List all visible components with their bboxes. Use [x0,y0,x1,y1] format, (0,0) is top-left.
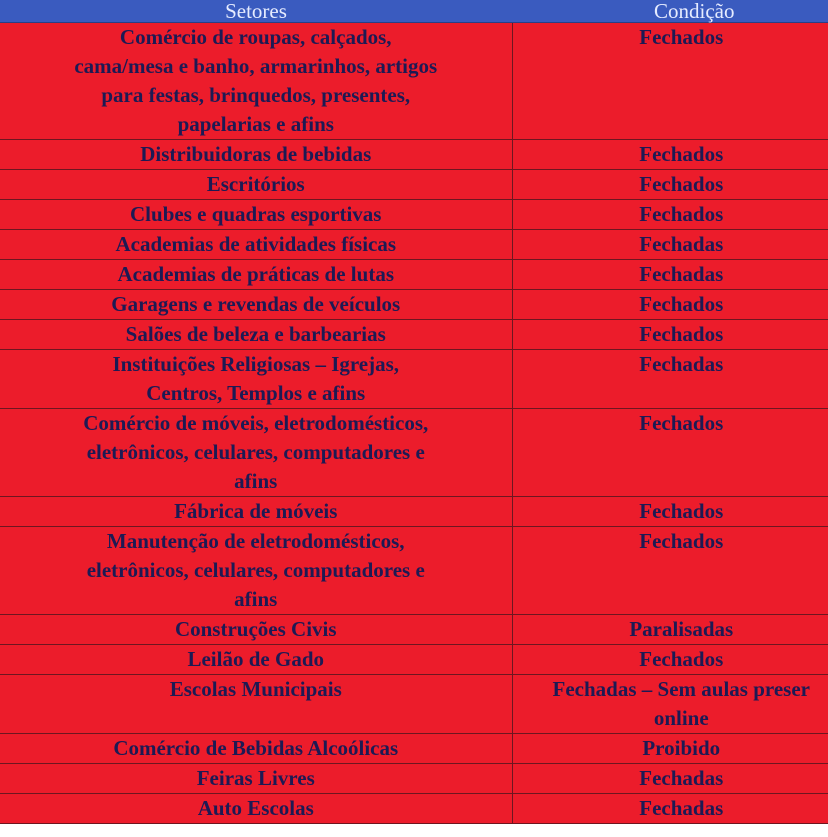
condicao-cell: Paralisadas [512,615,828,645]
table-row [0,23,828,140]
setor-cell: Academias de atividades físicas [0,230,512,260]
condicao-cell: Fechadas [512,794,828,824]
table-row [0,350,828,409]
condicao-cell: Fechadas [512,260,828,290]
setor-cell: Escolas Municipais [0,675,512,734]
table-row [0,200,828,230]
table-row [0,615,828,645]
condicao-cell: Fechadas [512,764,828,794]
table-row [0,497,828,527]
condicao-cell: Fechados [512,290,828,320]
setor-cell: Construções Civis [0,615,512,645]
table-row [0,734,828,764]
condicao-cell: Fechados [512,645,828,675]
condicao-cell: Fechados [512,200,828,230]
setor-cell: Auto Escolas [0,794,512,824]
setor-cell: Garagens e revendas de veículos [0,290,512,320]
setor-cell: Salões de beleza e barbearias [0,320,512,350]
condicao-cell: Fechados [512,409,828,497]
table-row [0,794,828,824]
setor-cell: Escritórios [0,170,512,200]
condicao-cell: Fechados [512,527,828,615]
setor-cell: Comércio de roupas, calçados, cama/mesa e banho, armarinhos, artigos para festas, brinquedos, presentes, papelarias e afins [0,23,512,140]
header-condicao: Condição [512,0,828,23]
header-setores: Setores [0,0,512,23]
table-row [0,170,828,200]
setor-cell: Comércio de móveis, eletrodomésticos, eletrônicos, celulares, computadores e afins [0,409,512,497]
setor-cell: Fábrica de móveis [0,497,512,527]
condicao-cell: Fechados [512,497,828,527]
setor-cell: Feiras Livres [0,764,512,794]
table-row [0,260,828,290]
condicao-cell: Fechadas – Sem aulas preser online [512,675,828,734]
condicao-cell: Fechados [512,23,828,140]
table-row [0,645,828,675]
setor-cell: Distribuidoras de bebidas [0,140,512,170]
table-row [0,409,828,497]
table-header-row [0,0,828,23]
table-row [0,140,828,170]
condicao-cell: Fechadas [512,230,828,260]
condicao-cell: Fechados [512,320,828,350]
condicao-cell: Proibido [512,734,828,764]
setor-cell: Clubes e quadras esportivas [0,200,512,230]
setor-cell: Academias de práticas de lutas [0,260,512,290]
table-row [0,675,828,734]
setor-cell: Instituições Religiosas – Igrejas, Centros, Templos e afins [0,350,512,409]
setor-cell: Leilão de Gado [0,645,512,675]
table-row [0,230,828,260]
condicao-cell: Fechados [512,140,828,170]
table-row [0,320,828,350]
table-row [0,527,828,615]
condicao-cell: Fechados [512,170,828,200]
condicao-cell: Fechadas [512,350,828,409]
setor-cell: Manutenção de eletrodomésticos, eletrônicos, celulares, computadores e afins [0,527,512,615]
table-row [0,764,828,794]
setor-cell: Comércio de Bebidas Alcoólicas [0,734,512,764]
table-row [0,290,828,320]
